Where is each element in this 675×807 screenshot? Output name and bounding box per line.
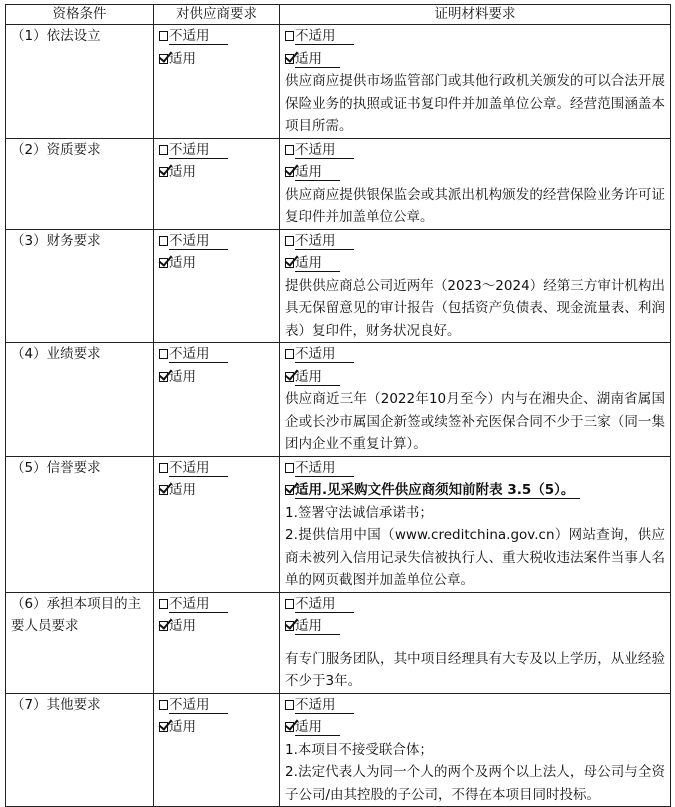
checkbox-empty-icon	[159, 145, 168, 155]
proof-text: 提供供应商总公司近两年（2023～2024）经第三方审计机构出具无保留意见的审计报告（包括资产负债表、现金流量表、利润表）复印件，财务状况良好。	[285, 277, 665, 339]
qualification-table	[5, 4, 671, 807]
option-applicable: 适用	[159, 366, 196, 389]
table-row	[6, 138, 671, 229]
supplier-requirement-cell	[154, 456, 280, 592]
option-applicable: 适用	[159, 48, 196, 71]
option-applicable: 适用	[159, 716, 196, 739]
option-not-applicable: 不适用	[159, 139, 228, 162]
proof-text: 供应商应提供银保监会或其派出机构颁发的经营保险业务许可证复印件并加盖单位公章。	[285, 186, 665, 225]
option-applicable: 适用	[159, 479, 196, 502]
checkbox-checked-icon	[285, 372, 294, 382]
supplier-requirement-cell	[154, 592, 280, 693]
option-not-applicable: 不适用	[285, 694, 354, 717]
option-not-applicable: 不适用	[285, 457, 354, 480]
checkbox-checked-icon	[159, 258, 168, 268]
checkbox-checked-icon	[159, 485, 168, 495]
checkbox-checked-icon	[159, 621, 168, 631]
option-not-applicable: 不适用	[285, 230, 354, 253]
proof-cell	[280, 25, 671, 139]
supplier-requirement-cell	[154, 138, 280, 229]
header-proof-requirement: 证明材料要求	[280, 5, 671, 25]
checkbox-checked-icon	[159, 167, 168, 177]
table-header-row	[6, 5, 671, 25]
option-not-applicable: 不适用	[285, 343, 354, 366]
checkbox-empty-icon	[285, 31, 294, 41]
checkbox-checked-icon	[285, 167, 294, 177]
header-supplier-requirement: 对供应商要求	[154, 5, 280, 25]
option-not-applicable: 不适用	[285, 25, 354, 48]
table-row	[6, 229, 671, 343]
checkbox-empty-icon	[159, 463, 168, 473]
proof-cell	[280, 343, 671, 457]
proof-text: 1.签署守法诚信承诺书；	[285, 504, 433, 521]
checkbox-checked-icon	[285, 258, 294, 268]
option-not-applicable: 不适用	[285, 139, 354, 162]
checkbox-checked-icon	[285, 621, 294, 631]
checkbox-checked-icon	[285, 722, 294, 732]
header-condition: 资格条件	[6, 5, 154, 25]
checkbox-checked-icon	[159, 372, 168, 382]
table-row	[6, 25, 671, 139]
option-not-applicable: 不适用	[159, 694, 228, 717]
checkbox-empty-icon	[285, 700, 294, 710]
option-applicable-note: 适用.见采购文件供应商须知前附表 3.5（5）。	[285, 479, 580, 502]
proof-cell	[280, 592, 671, 693]
option-applicable: 适用	[285, 366, 340, 389]
checkbox-checked-icon	[159, 54, 168, 64]
table-row	[6, 456, 671, 592]
option-applicable: 适用	[285, 252, 340, 275]
table-row	[6, 343, 671, 457]
supplier-requirement-cell	[154, 25, 280, 139]
checkbox-checked-icon	[159, 722, 168, 732]
checkbox-empty-icon	[285, 236, 294, 246]
condition-cell: （2）资质要求	[6, 138, 154, 229]
option-not-applicable: 不适用	[159, 457, 228, 480]
proof-text: 2.法定代表人为同一个人的两个及两个以上法人，母公司与全资子公司/由其控股的子公司，不得在本项目同时投标。	[285, 764, 665, 803]
checkbox-empty-icon	[285, 349, 294, 359]
proof-cell	[280, 138, 671, 229]
option-not-applicable: 不适用	[159, 343, 228, 366]
proof-cell	[280, 693, 671, 807]
proof-text: 2.提供信用中国（www.creditchina.gov.cn）网站查询，供应商未被列入信用记录失信被执行人、重大税收违法案件当事人名单的网页截图并加盖单位公章。	[285, 527, 665, 588]
table-row	[6, 592, 671, 693]
option-applicable: 适用	[159, 615, 196, 638]
proof-text: 有专门服务团队，其中项目经理具有大专及以上学历，从业经验不少于3年。	[285, 650, 665, 689]
condition-cell: （3）财务要求	[6, 229, 154, 343]
checkbox-empty-icon	[159, 599, 168, 609]
checkbox-empty-icon	[159, 700, 168, 710]
checkbox-empty-icon	[285, 463, 294, 473]
condition-cell: （7）其他要求	[6, 693, 154, 807]
supplier-requirement-cell	[154, 343, 280, 457]
option-applicable: 适用	[285, 161, 340, 184]
proof-cell	[280, 229, 671, 343]
proof-text: 供应商近三年（2022年10月至今）内与在湘央企、湖南省属国企或长沙市属国企新签或续签补充医保合同不少于三家（同一集团内企业不重复计算）。	[285, 391, 665, 452]
checkbox-empty-icon	[285, 599, 294, 609]
option-applicable: 适用	[285, 716, 340, 739]
option-applicable: 适用	[159, 161, 196, 184]
option-not-applicable: 不适用	[285, 593, 354, 616]
condition-cell: （5）信誉要求	[6, 456, 154, 592]
option-not-applicable: 不适用	[159, 230, 228, 253]
checkbox-empty-icon	[285, 145, 294, 155]
proof-cell	[280, 456, 671, 592]
condition-cell: （4）业绩要求	[6, 343, 154, 457]
table-row	[6, 693, 671, 807]
proof-text: 供应商应提供市场监管部门或其他行政机关颁发的可以合法开展保险业务的执照或证书复印件并加盖单位公章。经营范围涵盖本项目所需。	[285, 73, 665, 134]
supplier-requirement-cell	[154, 229, 280, 343]
proof-text: 1.本项目不接受联合体；	[285, 741, 433, 758]
checkbox-empty-icon	[159, 236, 168, 246]
checkbox-checked-icon	[285, 485, 294, 495]
option-applicable: 适用	[285, 48, 340, 71]
condition-cell: （6）承担本项目的主要人员要求	[6, 592, 154, 693]
supplier-requirement-cell	[154, 693, 280, 807]
option-not-applicable: 不适用	[159, 25, 228, 48]
checkbox-checked-icon	[285, 54, 294, 64]
option-applicable: 适用	[159, 252, 196, 275]
option-applicable: 适用	[285, 615, 340, 638]
option-not-applicable: 不适用	[159, 593, 228, 616]
checkbox-empty-icon	[159, 349, 168, 359]
checkbox-empty-icon	[159, 31, 168, 41]
condition-cell: （1）依法设立	[6, 25, 154, 139]
